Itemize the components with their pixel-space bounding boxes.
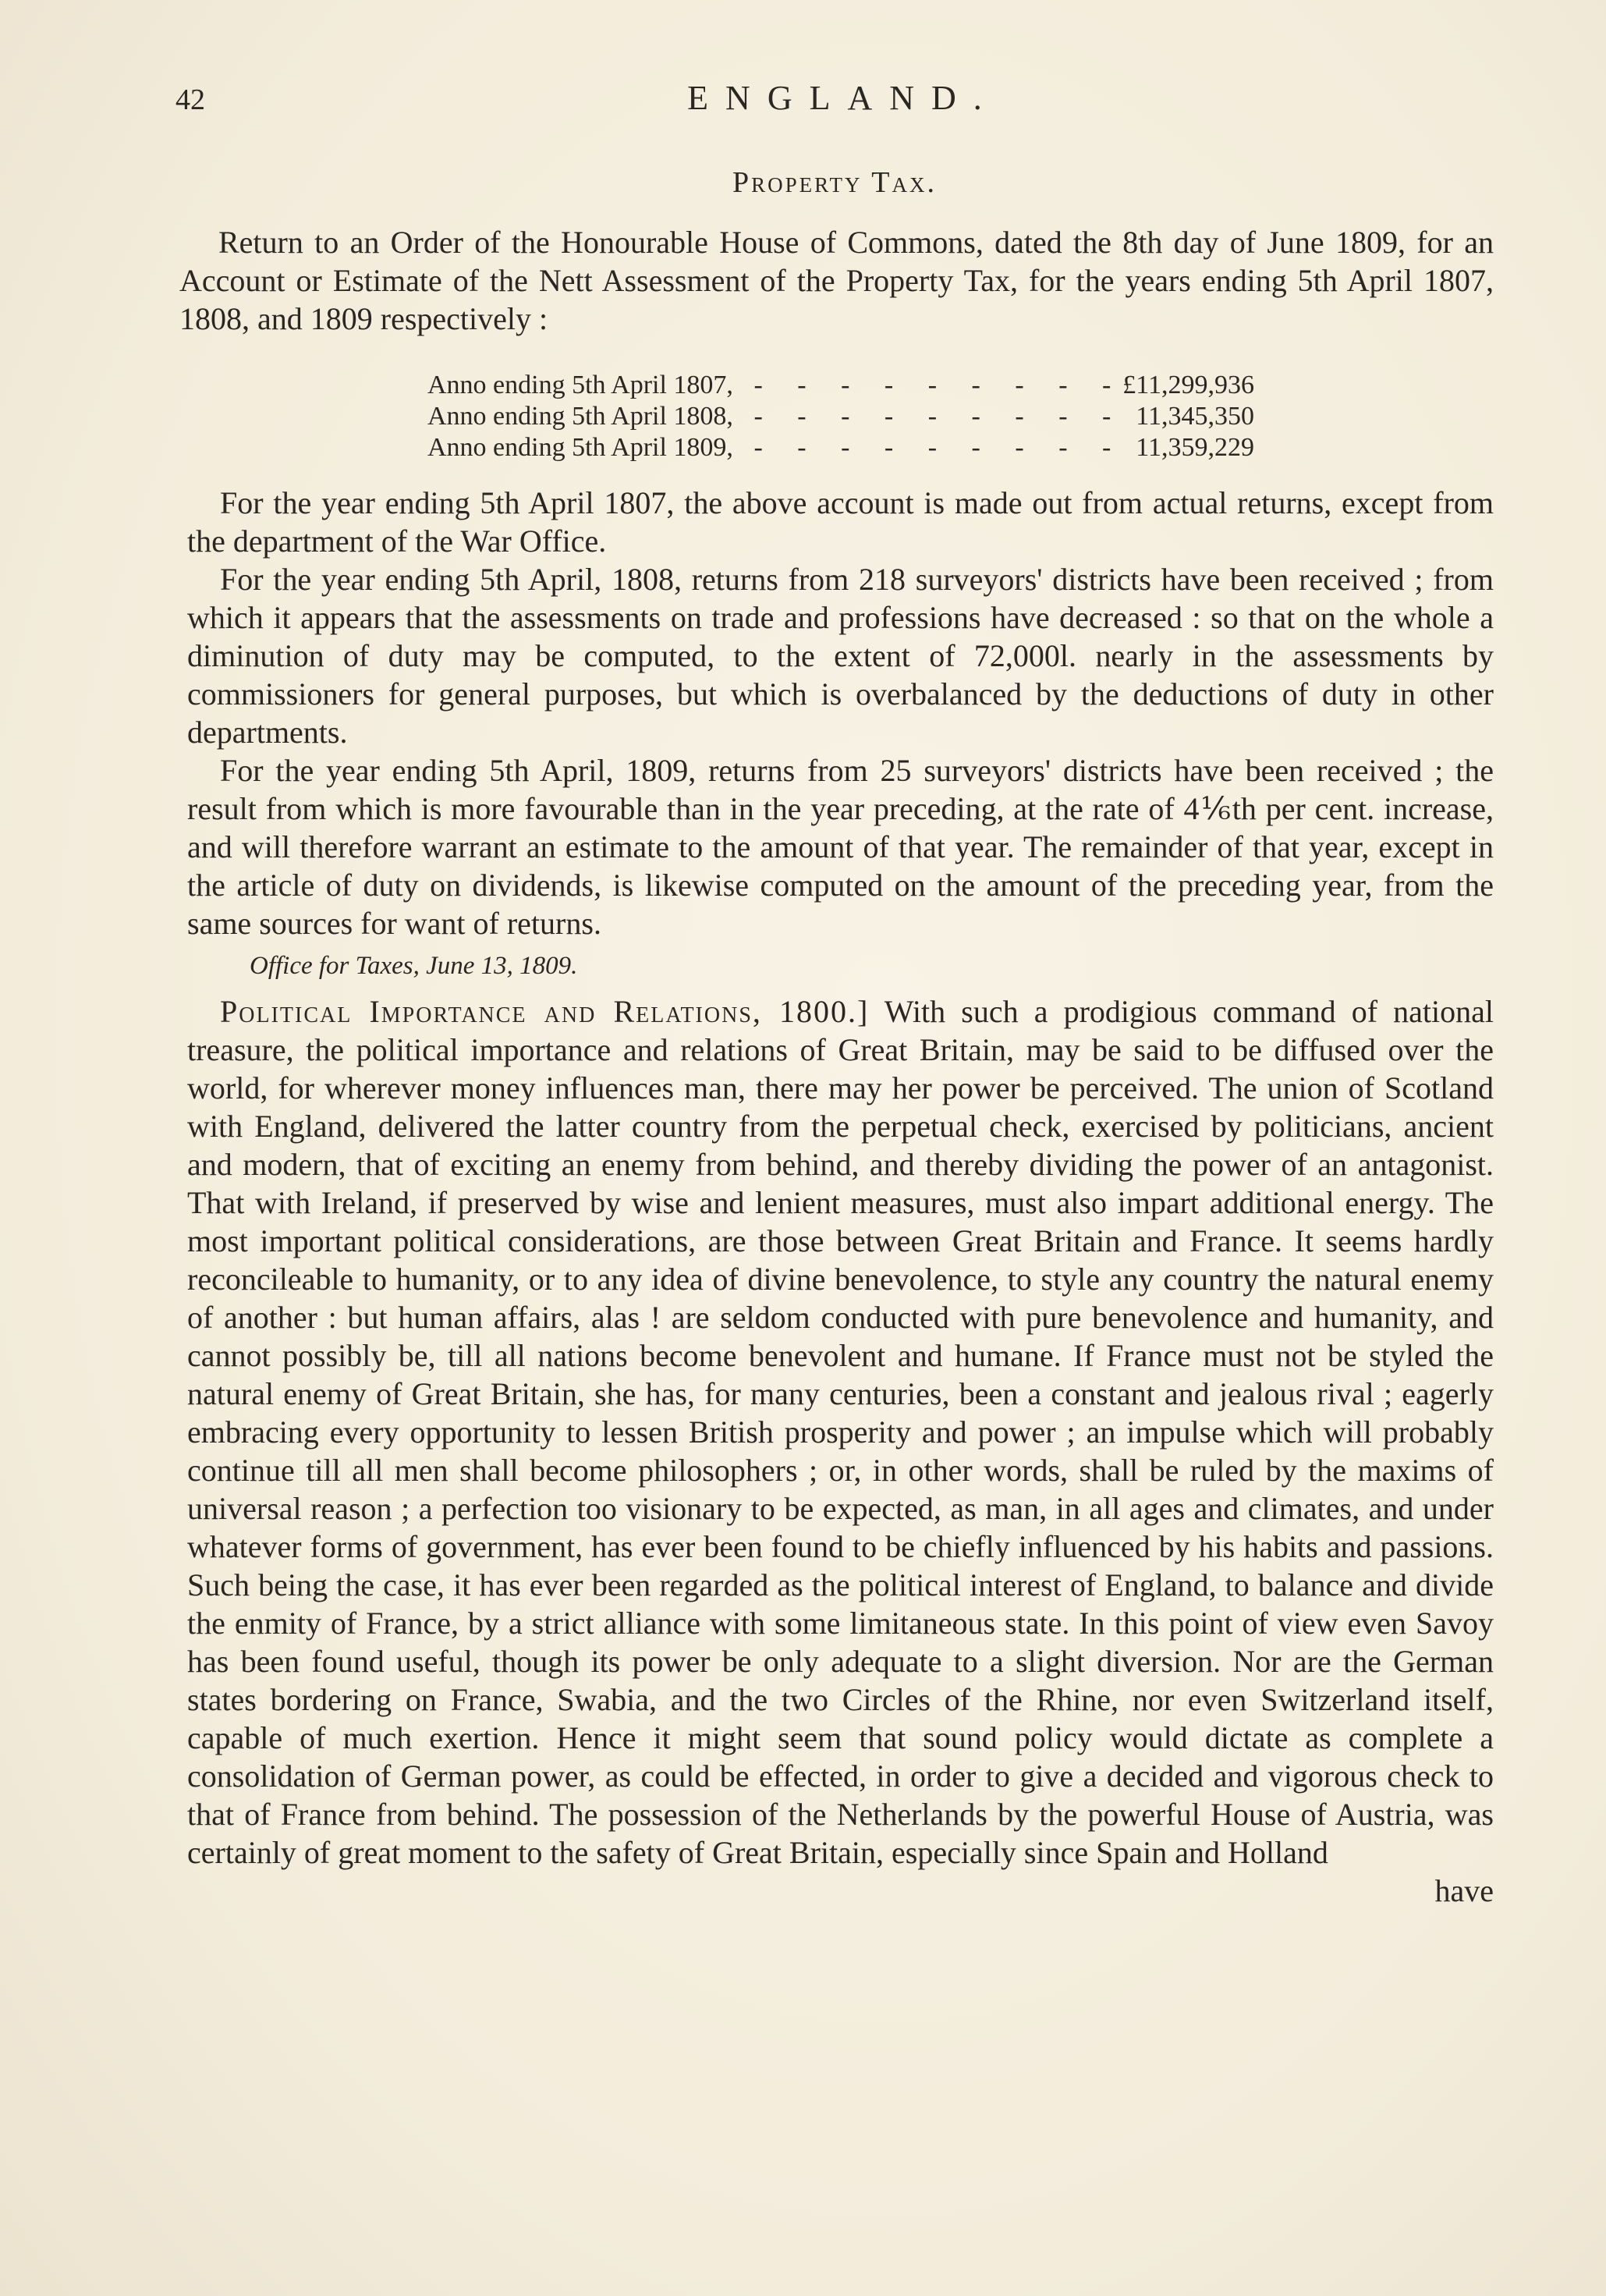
paragraph-1808: For the year ending 5th April, 1808, returns from 218 surveyors' districts have been received ; from which it appears that the assessments on trade and professions have decreased : so that on the whole a diminution of duty may be computed, to the extent of 72,000l. nearly in the assessments by commissioners for general purposes, but which is overbalanced by the deductions of duty in other departments. bbox=[187, 562, 1494, 750]
paragraph-1807: For the year ending 5th April 1807, the above account is made out from actual returns, except from the department of the War Office. bbox=[187, 485, 1494, 559]
estimate-label: Anno ending 5th April 1808, - - bbox=[427, 401, 1128, 432]
body-text bbox=[187, 484, 1494, 1910]
political-text: With such a prodigious command of national treasure, the political importance and relations of Great Britain, may be said to be diffused over the world, for wherever money influences man, there may her power be perceived. The union of Scotland with England, delivered the latter country from the perpetual check, exercised by politicians, ancient and modern, that of exciting an enemy from behind, and thereby dividing the power of an antagonist. That with Ireland, if preserved by wise and lenient measures, must also impart additional energy. The most important political considerations, are those between Great Britain and France. It seems hardly reconcileable to humanity, or to any idea of divine benevolence, to style any country the natural enemy of another : but human affairs, alas ! are seldom conducted with pure benevolence and humanity, and cannot possibly be, till all nations become benevolent and humane. If France must not be styled the natural enemy of Great Britain, she has, for many centuries, been a constant and jealous rival ; eagerly embracing every opportunity to lessen British prosperity and power ; an impulse which will probably continue till all men shall become philosophers ; or, in other words, shall be ruled by the maxims of universal reason ; a perfection too visionary to be expected, as man, in all ages and climates, and under whatever forms of government, has ever been found to be chiefly influenced by his habits and passions. Such being the case, it has ever been regarded as the political interest of England, to balance and divide the enmity of France, by a strict alliance with some limitaneous state. In this point of view even Savoy has been found useful, though its power be only adequate to a slight diversion. Nor are the German states bordering on France, Swabia, and the two Circles of the Rhine, nor even Switzerland itself, capable of much exertion. Hence it might seem that sound policy would dictate as complete a consolidation of German power, as could be effected, in order to give a decided and vigorous check to that of France from behind. The possession of the Netherlands by the powerful House of Austria, was certainly of great moment to the safety of Great Britain, especially since Spain and Holland bbox=[187, 994, 1494, 1870]
running-head: ENGLAND. bbox=[687, 79, 999, 117]
signature-line: Office for Taxes, June 13, 1809. bbox=[250, 952, 578, 980]
estimate-value: 11,345,350 bbox=[1136, 402, 1254, 431]
estimate-label: Anno ending 5th April 1807, - - bbox=[427, 370, 1115, 401]
page-header bbox=[175, 75, 1494, 130]
intro-paragraph: Return to an Order of the Honourable House of Commons, dated the 8th day of June 1809, for an Account or Estimate of the Nett Assessment of the Property Tax, for the years ending 5th April 1807, 1808, and 1809 respectively : bbox=[179, 225, 1494, 336]
estimate-label: Anno ending 5th April 1809, - - bbox=[427, 432, 1128, 463]
estimate-row bbox=[427, 432, 1254, 463]
estimate-value: £11,299,936 bbox=[1122, 371, 1254, 399]
page-number: 42 bbox=[175, 83, 205, 116]
political-heading: Political Importance and Relations, 1800.] bbox=[220, 994, 870, 1029]
estimate-table bbox=[427, 370, 1254, 463]
estimate-row bbox=[427, 401, 1254, 432]
catchword: have bbox=[1434, 1873, 1494, 1908]
political-paragraph bbox=[187, 992, 1494, 1872]
paragraph-1809: For the year ending 5th April, 1809, returns from 25 surveyors' districts have been received ; the result from which is more favourable than in the year preceding, at the rate of 4⅙th per cent. increase, and will therefore warrant an estimate to the amount of that year. The remainder of that year, except in the article of duty on dividends, is likewise computed on the amount of the preceding year, from the same sources for want of returns. bbox=[187, 753, 1494, 941]
section-title: Property Tax. bbox=[732, 166, 938, 199]
estimate-row bbox=[427, 370, 1254, 401]
estimate-value: 11,359,229 bbox=[1136, 433, 1254, 462]
